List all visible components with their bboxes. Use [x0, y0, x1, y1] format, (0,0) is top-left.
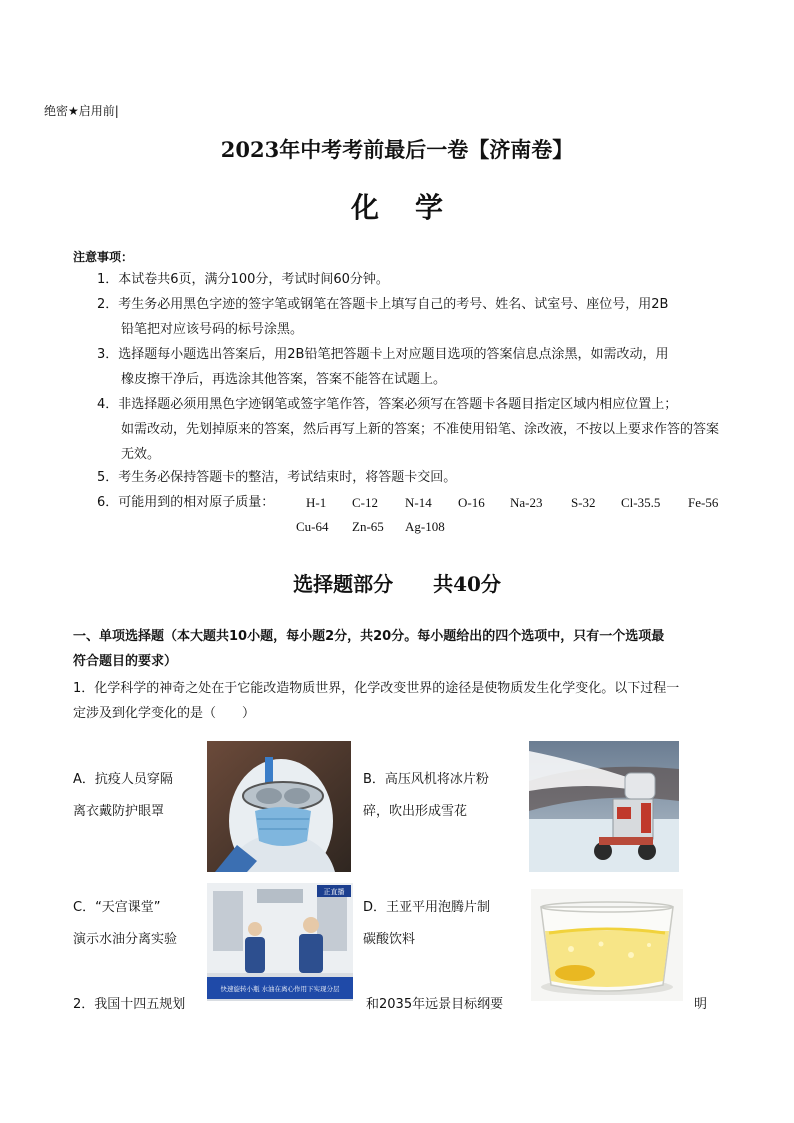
- notice-item-3: [97, 342, 727, 392]
- medical-worker-image: [207, 741, 351, 872]
- option-a: [73, 764, 173, 828]
- notice-item-continuation: 铅笔把对应该号码的标号涂黑。: [121, 322, 304, 337]
- atomic-mass: Ag-108: [405, 519, 445, 534]
- part-heading-line: 一、单项选择题（本大题共10小题，每小题2分，共20分。每小题给出的四个选项中，只有一个选项最: [73, 629, 665, 644]
- notice-item-text: 非选择题必须用黑色字迹钢笔或签字笔作答，答案必须写在答题卡各题目指定区域内相应位置上；: [118, 397, 678, 412]
- notice-item-num: 1．: [97, 272, 119, 287]
- option-c-line: 演示水油分离实验: [73, 932, 178, 947]
- notice-item-text: 本试卷共6页，满分100分，考试时间60分钟。: [118, 272, 389, 287]
- broadcast-caption: 快速旋转小瓶 水油在离心作用下实现分层: [220, 985, 340, 993]
- notice-item-2: [97, 292, 727, 342]
- notice-item-5: [97, 465, 727, 490]
- option-c: [73, 892, 177, 956]
- option-d: [363, 892, 490, 956]
- part-heading: [73, 624, 723, 674]
- section-title: 选择题部分 共40分: [293, 572, 501, 596]
- option-b: [363, 764, 489, 828]
- notice-item-num: 4．: [97, 397, 119, 412]
- option-a-line: A．抗疫人员穿隔: [73, 772, 173, 787]
- notice-heading: 注意事项：: [73, 250, 134, 264]
- atomic-mass: S-32: [571, 495, 596, 510]
- option-d-line: 碳酸饮料: [363, 932, 416, 947]
- notice-item-text: 考生务必用黑色字迹的签字笔或钢笔在答题卡上填写自己的考号、姓名、试室号、座位号，用2B: [118, 297, 669, 312]
- notice-item-num: 2．: [97, 297, 119, 312]
- option-a-line: 离衣戴防护眼罩: [73, 804, 165, 819]
- option-b-line: B．高压风机将冰片粉: [363, 772, 489, 787]
- question-2-part: 明: [694, 997, 708, 1012]
- atomic-mass: Cu-64: [296, 519, 329, 534]
- snow-machine-image: [529, 741, 679, 872]
- question-1-stem: [73, 676, 723, 726]
- subject-title: 化学: [350, 191, 479, 224]
- effervescent-drink-image: [531, 889, 683, 1001]
- atomic-mass: Fe-56: [688, 495, 719, 510]
- notice-item-1: [97, 267, 727, 292]
- notice-item-text: 考生务必保持答题卡的整洁，考试结束时，将答题卡交回。: [118, 470, 457, 485]
- atomic-mass: Zn-65: [352, 519, 384, 534]
- notice-item-text: 选择题每小题选出答案后，用2B铅笔把答题卡上对应题目选项的答案信息点涂黑，如需改动，用: [118, 347, 669, 362]
- option-d-line: D．王亚平用泡腾片制: [363, 900, 491, 915]
- question-2-part: 和2035年远景目标纲要: [366, 997, 504, 1012]
- atomic-mass: C-12: [352, 495, 378, 510]
- tiangong-classroom-image: [207, 883, 353, 1001]
- broadcast-logo: 正直播: [323, 888, 345, 896]
- confidential-label: 绝密★启用前|: [44, 104, 119, 118]
- notice-item-continuation: 如需改动，先划掉原来的答案，然后再写上新的答案；不准使用铅笔、涂改液，不按以上要求作答的答案无效。: [121, 422, 720, 462]
- part-heading-line: 符合题目的要求）: [73, 654, 178, 669]
- exam-title: 2023年中考考前最后一卷【济南卷】: [220, 137, 574, 162]
- atomic-mass: N-14: [405, 495, 432, 510]
- notice-item-num: 3．: [97, 347, 119, 362]
- option-c-line: C．“天宫课堂”: [73, 900, 161, 915]
- notice-item-4: [97, 392, 727, 467]
- question-stem-line: 定涉及到化学变化的是（ ）: [73, 706, 256, 721]
- question-stem-line: 1．化学科学的神奇之处在于它能改造物质世界，化学改变世界的途径是使物质发生化学变化。以下过程一: [73, 681, 680, 696]
- option-b-line: 碎，吹出形成雪花: [363, 804, 468, 819]
- notice-item-num: 5．: [97, 470, 119, 485]
- question-2-part: 2．我国十四五规划: [73, 997, 186, 1012]
- atomic-mass: H-1: [306, 495, 327, 510]
- notice-item-text: 可能用到的相对原子质量：: [118, 495, 275, 510]
- notice-item-continuation: 橡皮擦干净后，再选涂其他答案，答案不能答在试题上。: [121, 372, 447, 387]
- atomic-mass: O-16: [458, 495, 485, 510]
- notice-item-num: 6．: [97, 495, 119, 510]
- atomic-mass: Na-23: [510, 495, 543, 510]
- atomic-mass: Cl-35.5: [621, 495, 661, 510]
